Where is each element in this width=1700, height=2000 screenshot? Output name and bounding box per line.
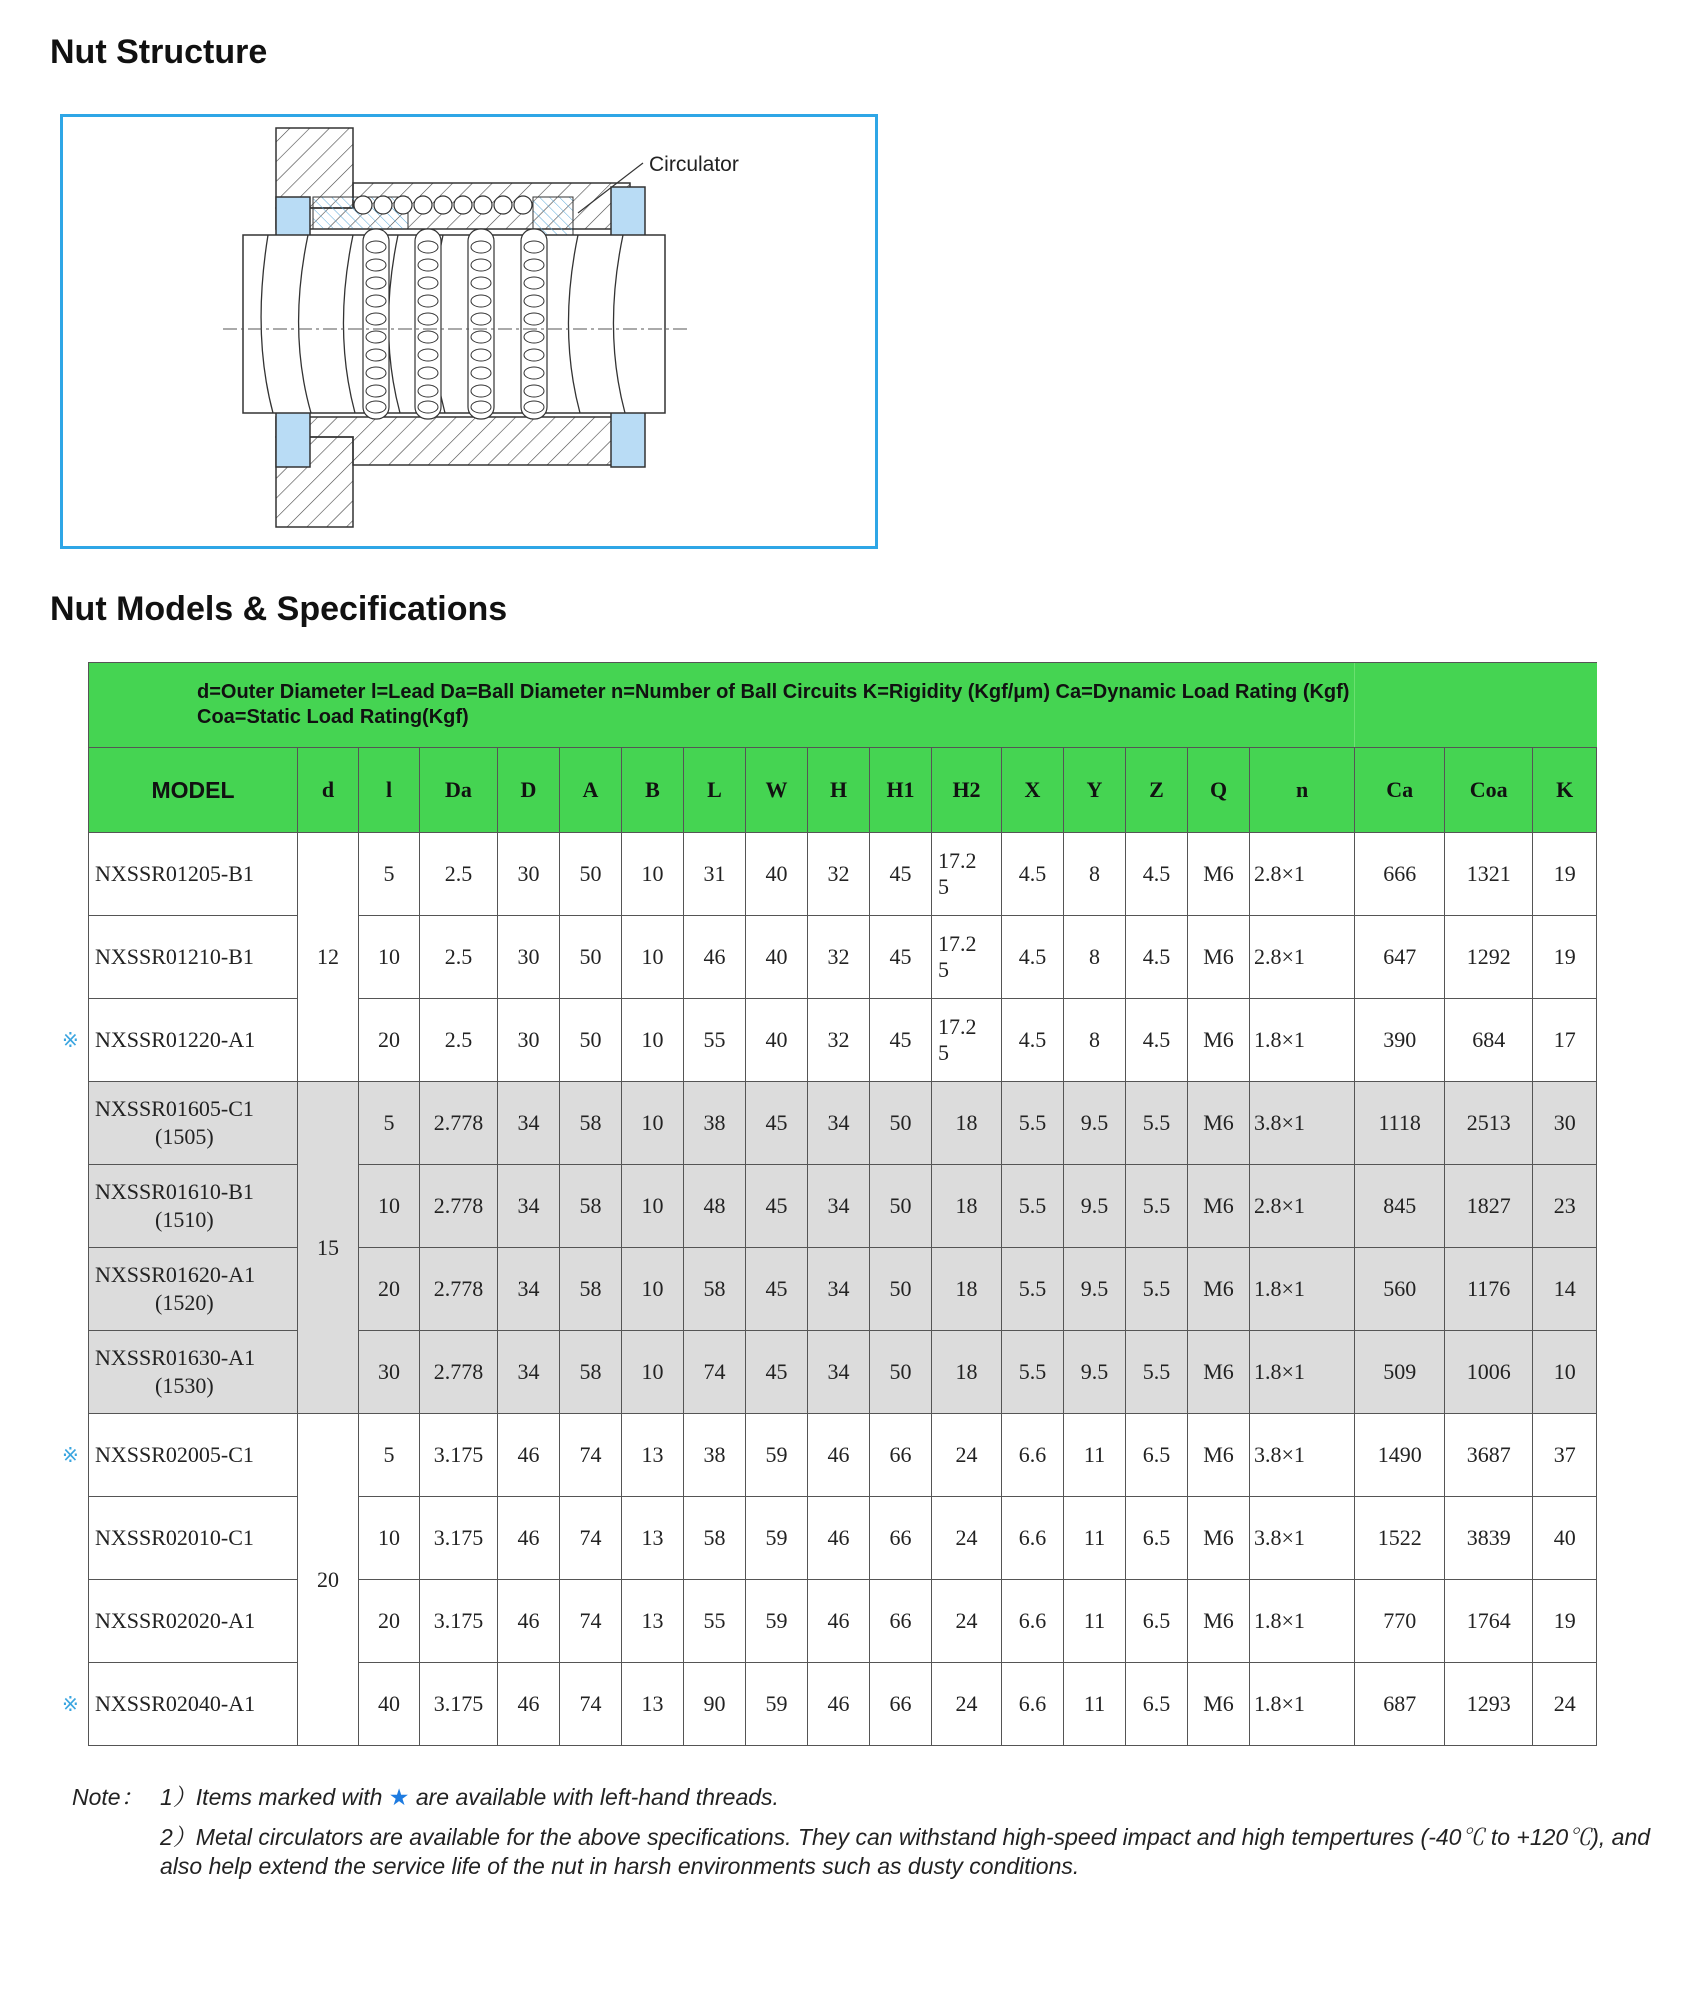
cell-h: 46 (808, 1580, 870, 1663)
cell-h1: 66 (870, 1497, 932, 1580)
cell-z: 6.5 (1126, 1580, 1188, 1663)
cell-q: M6 (1188, 999, 1250, 1082)
cell-coa: 2513 (1445, 1082, 1533, 1165)
cell-a: 50 (560, 999, 622, 1082)
cell-da: 2.778 (420, 1331, 498, 1414)
cell-h2: 24 (932, 1414, 1002, 1497)
model-cell (89, 1497, 298, 1580)
cell-h2: 24 (932, 1580, 1002, 1663)
cell-k: 19 (1533, 1580, 1597, 1663)
cell-coa: 1321 (1445, 833, 1533, 916)
cell-ca: 1118 (1355, 1082, 1445, 1165)
cell-d: 30 (498, 916, 560, 999)
cell-b: 13 (622, 1414, 684, 1497)
header-model: MODEL (89, 748, 298, 833)
model-name: NXSSR01205-B1 (95, 861, 254, 886)
header-l: L (684, 748, 746, 833)
cell-l: 55 (684, 1580, 746, 1663)
cell-d: 34 (498, 1248, 560, 1331)
cell-a: 74 (560, 1414, 622, 1497)
header-h: H (808, 748, 870, 833)
cell-ca: 666 (1355, 833, 1445, 916)
cell-h2: 18 (932, 1082, 1002, 1165)
model-cell (89, 916, 298, 999)
cell-q: M6 (1188, 1497, 1250, 1580)
model-cell (89, 833, 298, 916)
cell-b: 13 (622, 1580, 684, 1663)
cell-n: 1.8×1 (1250, 1663, 1355, 1746)
cell-a: 74 (560, 1497, 622, 1580)
cell-z: 6.5 (1126, 1414, 1188, 1497)
cell-h2: 17.2 5 (932, 916, 1002, 999)
model-name: NXSSR01610-B1 (95, 1179, 254, 1204)
cell-da: 2.5 (420, 916, 498, 999)
cell-l: 31 (684, 833, 746, 916)
cell-z: 5.5 (1126, 1082, 1188, 1165)
cell-w: 45 (746, 1331, 808, 1414)
cell-y: 8 (1064, 833, 1126, 916)
header-ca: Ca (1355, 748, 1445, 833)
model-cell (62, 999, 298, 1082)
cell-n: 3.8×1 (1250, 1414, 1355, 1497)
cell-h2: 24 (932, 1663, 1002, 1746)
model-alias: (1505) (155, 1124, 214, 1149)
cell-h1: 66 (870, 1663, 932, 1746)
outer-diameter-cell: 12 (298, 833, 359, 1082)
nut-structure-title: Nut Structure (50, 33, 268, 71)
abbreviation-legend: d=Outer Diameter l=Lead Da=Ball Diameter n=Number of Ball Circuits K=Rigidity (Kgf/μm) Ca=Dynamic Load Rating (Kgf) Coa=Static Load Rating(Kgf) (89, 663, 1355, 748)
cell-x: 5.5 (1002, 1082, 1064, 1165)
model-name: NXSSR01220-A1 (95, 1027, 256, 1052)
note-1-text-start: 1）Items marked with (160, 1784, 383, 1810)
cell-l: 90 (684, 1663, 746, 1746)
cell-a: 58 (560, 1248, 622, 1331)
cell-b: 10 (622, 1082, 684, 1165)
nut-structure-diagram (60, 114, 878, 549)
cell-q: M6 (1188, 1414, 1250, 1497)
reference-mark-icon: ※ (62, 1443, 79, 1467)
model-alias: (1510) (155, 1207, 214, 1232)
cell-coa: 1006 (1445, 1331, 1533, 1414)
model-name: NXSSR02020-A1 (95, 1608, 256, 1633)
outer-diameter-cell: 20 (298, 1414, 359, 1746)
cell-l: 20 (359, 1248, 420, 1331)
cell-n: 1.8×1 (1250, 1331, 1355, 1414)
cell-b: 10 (622, 999, 684, 1082)
cell-z: 4.5 (1126, 999, 1188, 1082)
cell-k: 37 (1533, 1414, 1597, 1497)
cell-n: 2.8×1 (1250, 833, 1355, 916)
cell-coa: 3687 (1445, 1414, 1533, 1497)
wiper-bottom-right (611, 409, 645, 467)
cell-da: 2.778 (420, 1248, 498, 1331)
cell-h1: 50 (870, 1331, 932, 1414)
model-cell (62, 1663, 298, 1746)
cell-a: 58 (560, 1331, 622, 1414)
cell-z: 6.5 (1126, 1497, 1188, 1580)
cell-h2: 17.2 5 (932, 999, 1002, 1082)
cell-h: 46 (808, 1414, 870, 1497)
cell-h: 34 (808, 1331, 870, 1414)
cell-w: 45 (746, 1248, 808, 1331)
cell-w: 45 (746, 1082, 808, 1165)
cell-l: 5 (359, 1414, 420, 1497)
cell-coa: 1827 (1445, 1165, 1533, 1248)
cell-n: 3.8×1 (1250, 1497, 1355, 1580)
notes (72, 1783, 1652, 1881)
cell-l: 10 (359, 916, 420, 999)
header-k: K (1533, 748, 1597, 833)
wiper-bottom-left (276, 409, 310, 467)
cell-h2: 18 (932, 1331, 1002, 1414)
legend-row (89, 663, 1597, 748)
cell-l: 48 (684, 1165, 746, 1248)
cell-x: 5.5 (1002, 1165, 1064, 1248)
cell-h2: 24 (932, 1497, 1002, 1580)
cell-w: 40 (746, 999, 808, 1082)
cell-da: 3.175 (420, 1580, 498, 1663)
cell-ca: 560 (1355, 1248, 1445, 1331)
cell-da: 2.5 (420, 833, 498, 916)
cell-l: 5 (359, 1082, 420, 1165)
cell-l: 10 (359, 1497, 420, 1580)
cell-ca: 1490 (1355, 1414, 1445, 1497)
cell-n: 1.8×1 (1250, 1580, 1355, 1663)
cell-l: 40 (359, 1663, 420, 1746)
cell-ca: 1522 (1355, 1497, 1445, 1580)
cell-h1: 50 (870, 1248, 932, 1331)
cell-y: 11 (1064, 1580, 1126, 1663)
cell-b: 13 (622, 1663, 684, 1746)
cell-d: 46 (498, 1497, 560, 1580)
cell-x: 5.5 (1002, 1331, 1064, 1414)
header-n: n (1250, 748, 1355, 833)
cell-coa: 3839 (1445, 1497, 1533, 1580)
cell-w: 59 (746, 1580, 808, 1663)
cell-ca: 390 (1355, 999, 1445, 1082)
header-l: l (359, 748, 420, 833)
note-label: Note： (72, 1784, 144, 1810)
cell-k: 19 (1533, 916, 1597, 999)
cell-coa: 1293 (1445, 1663, 1533, 1746)
cell-d: 30 (498, 833, 560, 916)
cell-k: 23 (1533, 1165, 1597, 1248)
cell-da: 3.175 (420, 1414, 498, 1497)
cell-b: 10 (622, 1248, 684, 1331)
model-name: NXSSR01630-A1 (95, 1345, 256, 1370)
cell-a: 74 (560, 1663, 622, 1746)
table-row (89, 1414, 1597, 1497)
flange-top (276, 128, 353, 208)
outer-diameter-cell: 15 (298, 1082, 359, 1414)
model-name: NXSSR01210-B1 (95, 944, 254, 969)
table-row (89, 1082, 1597, 1165)
header-h1: H1 (870, 748, 932, 833)
cell-q: M6 (1188, 1248, 1250, 1331)
star-icon: ★ (388, 1784, 410, 1810)
cell-a: 74 (560, 1580, 622, 1663)
cell-x: 6.6 (1002, 1497, 1064, 1580)
cell-b: 10 (622, 1165, 684, 1248)
cell-n: 1.8×1 (1250, 1248, 1355, 1331)
cell-h: 34 (808, 1165, 870, 1248)
cell-w: 59 (746, 1497, 808, 1580)
cell-a: 50 (560, 833, 622, 916)
header-a: A (560, 748, 622, 833)
header-h2: H2 (932, 748, 1002, 833)
cell-q: M6 (1188, 1331, 1250, 1414)
cell-l: 5 (359, 833, 420, 916)
cell-k: 30 (1533, 1082, 1597, 1165)
wiper-top-right (611, 187, 645, 242)
cell-h: 46 (808, 1663, 870, 1746)
cell-y: 8 (1064, 999, 1126, 1082)
cell-w: 59 (746, 1663, 808, 1746)
cell-ca: 509 (1355, 1331, 1445, 1414)
cell-z: 5.5 (1126, 1165, 1188, 1248)
cell-k: 14 (1533, 1248, 1597, 1331)
note-1 (72, 1783, 1652, 1812)
cell-d: 46 (498, 1414, 560, 1497)
cell-ca: 687 (1355, 1663, 1445, 1746)
cell-h1: 45 (870, 833, 932, 916)
cell-l: 30 (359, 1331, 420, 1414)
screw-shaft (243, 235, 665, 413)
cell-coa: 684 (1445, 999, 1533, 1082)
cell-h: 32 (808, 833, 870, 916)
cell-h: 34 (808, 1248, 870, 1331)
cell-da: 3.175 (420, 1497, 498, 1580)
cell-x: 4.5 (1002, 999, 1064, 1082)
cell-b: 13 (622, 1497, 684, 1580)
cell-w: 59 (746, 1414, 808, 1497)
cell-k: 24 (1533, 1663, 1597, 1746)
specifications-table (62, 662, 1597, 1746)
cell-z: 5.5 (1126, 1331, 1188, 1414)
cell-a: 58 (560, 1165, 622, 1248)
circulator-balls (354, 196, 532, 214)
cell-y: 11 (1064, 1497, 1126, 1580)
header-y: Y (1064, 748, 1126, 833)
cell-z: 4.5 (1126, 833, 1188, 916)
ball-screw-nut-cross-section (63, 117, 875, 546)
cell-y: 9.5 (1064, 1165, 1126, 1248)
cell-h2: 17.2 5 (932, 833, 1002, 916)
model-name: NXSSR02040-A1 (95, 1691, 256, 1716)
cell-q: M6 (1188, 1580, 1250, 1663)
circulator-label: Circulator (649, 153, 739, 176)
cell-coa: 1176 (1445, 1248, 1533, 1331)
cell-x: 4.5 (1002, 916, 1064, 999)
cell-h1: 50 (870, 1082, 932, 1165)
cell-b: 10 (622, 833, 684, 916)
cell-da: 3.175 (420, 1663, 498, 1746)
cell-y: 9.5 (1064, 1082, 1126, 1165)
cell-h1: 45 (870, 916, 932, 999)
cell-y: 9.5 (1064, 1248, 1126, 1331)
header-d: d (298, 748, 359, 833)
header-da: Da (420, 748, 498, 833)
header-q: Q (1188, 748, 1250, 833)
cell-y: 9.5 (1064, 1331, 1126, 1414)
cell-w: 40 (746, 833, 808, 916)
header-z: Z (1126, 748, 1188, 833)
table-row (89, 833, 1597, 916)
model-cell (62, 1414, 298, 1497)
cell-coa: 1292 (1445, 916, 1533, 999)
cell-z: 5.5 (1126, 1248, 1188, 1331)
cell-da: 2.778 (420, 1165, 498, 1248)
cell-a: 50 (560, 916, 622, 999)
cell-l: 58 (684, 1497, 746, 1580)
cell-n: 2.8×1 (1250, 1165, 1355, 1248)
model-cell (89, 1082, 298, 1165)
cell-ca: 647 (1355, 916, 1445, 999)
cell-d: 34 (498, 1165, 560, 1248)
cell-x: 4.5 (1002, 833, 1064, 916)
cell-d: 30 (498, 999, 560, 1082)
cell-k: 19 (1533, 833, 1597, 916)
header-row (89, 748, 1597, 833)
specs-title: Nut Models & Specifications (50, 590, 508, 628)
cell-w: 40 (746, 916, 808, 999)
cell-n: 3.8×1 (1250, 1082, 1355, 1165)
header-x: X (1002, 748, 1064, 833)
cell-y: 8 (1064, 916, 1126, 999)
cell-x: 5.5 (1002, 1248, 1064, 1331)
cell-h1: 45 (870, 999, 932, 1082)
model-cell (89, 1580, 298, 1663)
cell-x: 6.6 (1002, 1663, 1064, 1746)
cell-k: 40 (1533, 1497, 1597, 1580)
model-name: NXSSR01605-C1 (95, 1096, 254, 1121)
cell-d: 34 (498, 1331, 560, 1414)
cell-q: M6 (1188, 1082, 1250, 1165)
cell-h1: 66 (870, 1580, 932, 1663)
cell-coa: 1764 (1445, 1580, 1533, 1663)
cell-h1: 66 (870, 1414, 932, 1497)
header-d: D (498, 748, 560, 833)
header-coa: Coa (1445, 748, 1533, 833)
cell-h: 34 (808, 1082, 870, 1165)
header-w: W (746, 748, 808, 833)
note-1-text-end: are available with left-hand threads. (415, 1784, 779, 1810)
model-name: NXSSR01620-A1 (95, 1262, 256, 1287)
cell-z: 4.5 (1126, 916, 1188, 999)
cell-l: 20 (359, 999, 420, 1082)
cell-n: 1.8×1 (1250, 999, 1355, 1082)
cell-k: 10 (1533, 1331, 1597, 1414)
model-cell (89, 1248, 298, 1331)
model-name: NXSSR02005-C1 (95, 1442, 254, 1467)
cell-l: 20 (359, 1580, 420, 1663)
cell-h2: 18 (932, 1165, 1002, 1248)
cell-q: M6 (1188, 1165, 1250, 1248)
cell-a: 58 (560, 1082, 622, 1165)
cell-q: M6 (1188, 916, 1250, 999)
cell-l: 58 (684, 1248, 746, 1331)
cell-ca: 770 (1355, 1580, 1445, 1663)
reference-mark-icon: ※ (62, 1028, 79, 1052)
cell-y: 11 (1064, 1414, 1126, 1497)
cell-h1: 50 (870, 1165, 932, 1248)
note-2: 2）Metal circulators are available for the above specifications. They can withstand high-speed impact and high tempertures (-40℃ to +120℃), and also help extend the service life of the nut in harsh environments such as dusty conditions. (160, 1824, 1651, 1879)
cell-x: 6.6 (1002, 1580, 1064, 1663)
cell-h: 32 (808, 916, 870, 999)
legend-spacer (1355, 663, 1597, 748)
cell-da: 2.778 (420, 1082, 498, 1165)
cell-l: 10 (359, 1165, 420, 1248)
cell-l: 55 (684, 999, 746, 1082)
model-name: NXSSR02010-C1 (95, 1525, 254, 1550)
cell-q: M6 (1188, 833, 1250, 916)
cell-x: 6.6 (1002, 1414, 1064, 1497)
cell-w: 45 (746, 1165, 808, 1248)
reference-mark-icon: ※ (62, 1692, 79, 1716)
cell-z: 6.5 (1126, 1663, 1188, 1746)
model-alias: (1520) (155, 1290, 214, 1315)
cell-k: 17 (1533, 999, 1597, 1082)
cell-d: 34 (498, 1082, 560, 1165)
cell-n: 2.8×1 (1250, 916, 1355, 999)
cell-l: 74 (684, 1331, 746, 1414)
cell-b: 10 (622, 916, 684, 999)
cell-d: 46 (498, 1663, 560, 1746)
cell-d: 46 (498, 1580, 560, 1663)
model-cell (89, 1331, 298, 1414)
cell-l: 38 (684, 1082, 746, 1165)
header-b: B (622, 748, 684, 833)
model-cell (89, 1165, 298, 1248)
cell-da: 2.5 (420, 999, 498, 1082)
cell-h: 46 (808, 1497, 870, 1580)
model-alias: (1530) (155, 1373, 214, 1398)
cell-b: 10 (622, 1331, 684, 1414)
cell-q: M6 (1188, 1663, 1250, 1746)
cell-ca: 845 (1355, 1165, 1445, 1248)
cell-h2: 18 (932, 1248, 1002, 1331)
cell-l: 38 (684, 1414, 746, 1497)
cell-h: 32 (808, 999, 870, 1082)
cell-l: 46 (684, 916, 746, 999)
cell-y: 11 (1064, 1663, 1126, 1746)
